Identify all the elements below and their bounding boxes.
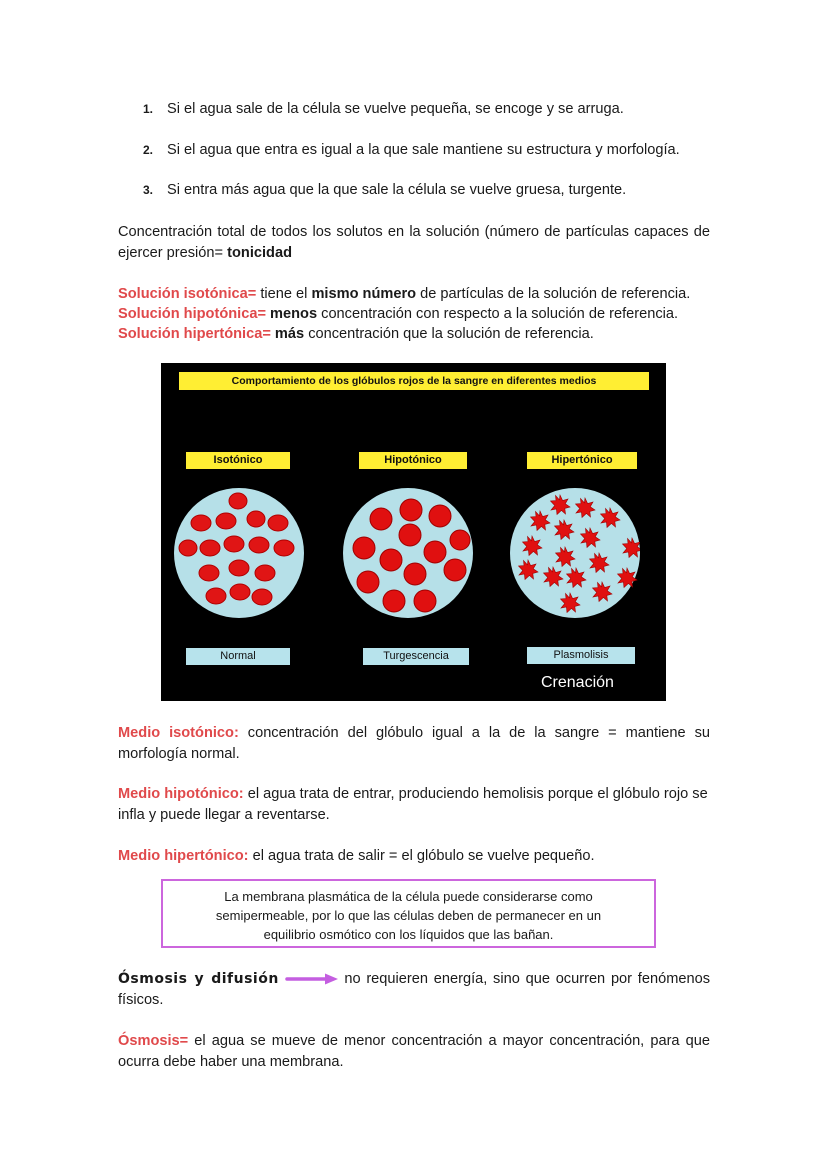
osmosis-difusion-title: Ósmosis y difusión xyxy=(118,971,279,987)
medio-iso-text: concentración del glóbulo igual a la de la sangre = mantiene su morfología normal. xyxy=(118,725,711,762)
list-text: Si entra más agua que la que sale la célula se vuelve gruesa, turgente. xyxy=(167,182,627,198)
cell xyxy=(601,508,621,528)
cell xyxy=(618,568,638,588)
cell xyxy=(544,567,564,587)
list-item xyxy=(143,180,626,200)
medio-hiper-text: el agua trata de salir = el glóbulo se vuelve pequeño. xyxy=(252,848,595,864)
solution-hipo-label: Solución hipotónica= xyxy=(118,306,266,322)
cell xyxy=(561,593,581,613)
cell xyxy=(353,537,375,559)
cell xyxy=(531,511,551,531)
list-item xyxy=(143,140,680,160)
solution-iso-pre: tiene el xyxy=(260,286,308,302)
osmosis-difusion-text: no requieren energía, sino que ocurren por fenómenos físicos. xyxy=(118,971,710,1008)
tonicidad-text: Concentración total de todos los solutos en la solución (número de partículas capaces de ejercer presión= xyxy=(118,224,710,261)
cell xyxy=(191,515,211,531)
label-plasmolisis: Plasmolisis xyxy=(527,647,635,664)
solution-hipertonica xyxy=(118,324,718,345)
medio-hipotonico-paragraph xyxy=(118,784,718,825)
cell xyxy=(224,536,244,552)
cell xyxy=(206,588,226,604)
cell xyxy=(519,560,539,580)
cell xyxy=(200,540,220,556)
cell xyxy=(424,541,446,563)
dish-isotonic xyxy=(174,488,304,618)
label-normal: Normal xyxy=(186,648,290,665)
cell xyxy=(179,540,197,556)
cell xyxy=(357,571,379,593)
medio-hiper-label: Medio hipertónico: xyxy=(118,848,249,864)
cell xyxy=(551,495,571,515)
cell xyxy=(247,511,265,527)
cell xyxy=(252,589,272,605)
solution-hipotonica xyxy=(118,304,718,325)
list-text: Si el agua que entra es igual a la que sale mantiene su estructura y morfología. xyxy=(167,142,680,158)
solution-hiper-label: Solución hipertónica= xyxy=(118,326,271,342)
crenated-cells-drawing xyxy=(510,488,640,618)
cell xyxy=(523,536,543,556)
osmosis-text: el agua se mueve de menor concentración a mayor concentración, para que ocurra debe haber una membrana. xyxy=(118,1033,710,1070)
osmosis-label: Ósmosis= xyxy=(118,1033,189,1049)
cell xyxy=(383,590,405,612)
cell xyxy=(249,537,269,553)
note-line: equilibrio osmótico con los líquidos que las bañan. xyxy=(263,927,554,942)
cell xyxy=(404,563,426,585)
cell xyxy=(429,505,451,527)
solution-hipo-bold: menos xyxy=(270,306,318,322)
cell xyxy=(555,520,575,540)
figure-title: Comportamiento de los glóbulos rojos de la sangre en diferentes medios xyxy=(179,372,649,390)
note-line: semipermeable, por lo que las células deben de permanecer en un xyxy=(215,908,602,923)
solution-hipo-post: concentración con respecto a la solución de referencia. xyxy=(321,306,679,322)
cell xyxy=(229,560,249,576)
cell xyxy=(370,508,392,530)
tonicidad-paragraph xyxy=(118,222,710,263)
medio-iso-label: Medio isotónico: xyxy=(118,725,239,741)
list-number: 3. xyxy=(143,183,154,197)
note-line: La membrana plasmática de la célula puede considerarse como xyxy=(224,889,593,904)
normal-cells-drawing xyxy=(174,488,304,618)
cell xyxy=(623,538,641,558)
osmosis-difusion-paragraph xyxy=(118,969,710,1010)
cell xyxy=(255,565,275,581)
label-isotonico: Isotónico xyxy=(186,452,290,469)
cell xyxy=(444,559,466,581)
cell xyxy=(380,549,402,571)
solution-iso-bold: mismo número xyxy=(311,286,417,302)
cell xyxy=(593,582,613,602)
dish-hypotonic xyxy=(343,488,473,618)
cell xyxy=(450,530,470,550)
cell xyxy=(274,540,294,556)
membrane-note-box xyxy=(161,879,656,948)
list-number: 2. xyxy=(143,143,154,157)
cell xyxy=(268,515,288,531)
medio-hipo-label: Medio hipotónico: xyxy=(118,786,244,802)
red-blood-cell-figure xyxy=(161,363,666,701)
list-text: Si el agua sale de la célula se vuelve pequeña, se encoge y se arruga. xyxy=(167,101,624,117)
solution-iso-post: de partículas de la solución de referencia. xyxy=(420,286,691,302)
label-turgescencia: Turgescencia xyxy=(363,648,469,665)
swollen-cells-drawing xyxy=(343,488,473,618)
cell xyxy=(567,568,587,588)
tonicidad-term: tonicidad xyxy=(227,244,292,261)
solution-hiper-bold: más xyxy=(274,326,305,342)
osmosis-paragraph xyxy=(118,1031,710,1072)
cell xyxy=(199,565,219,581)
cell xyxy=(581,528,601,548)
cell xyxy=(556,547,576,567)
solution-isotonica xyxy=(118,284,718,305)
cell xyxy=(400,499,422,521)
cell xyxy=(576,498,596,518)
list-item xyxy=(143,99,624,119)
medio-isotonico-paragraph xyxy=(118,723,710,764)
cell xyxy=(229,493,247,509)
label-hipotonico: Hipotónico xyxy=(359,452,467,469)
list-number: 1. xyxy=(143,102,154,116)
cell xyxy=(216,513,236,529)
label-hipertonico: Hipertónico xyxy=(527,452,637,469)
solution-iso-label: Solución isotónica= xyxy=(118,286,257,302)
cell xyxy=(414,590,436,612)
dish-hypertonic xyxy=(510,488,640,618)
medio-hipertonico-paragraph xyxy=(118,846,718,867)
cell xyxy=(590,553,610,573)
cell xyxy=(399,524,421,546)
cell xyxy=(230,584,250,600)
solution-hiper-post: concentración que la solución de referencia. xyxy=(308,326,594,342)
figure-caption-crenacion: Crenación xyxy=(541,674,614,691)
medio-hipo-text: el agua trata de entrar, produciendo hemolisis porque el glóbulo rojo se infla y puede llegar a reventarse. xyxy=(118,786,708,823)
right-arrow-icon xyxy=(285,973,339,985)
